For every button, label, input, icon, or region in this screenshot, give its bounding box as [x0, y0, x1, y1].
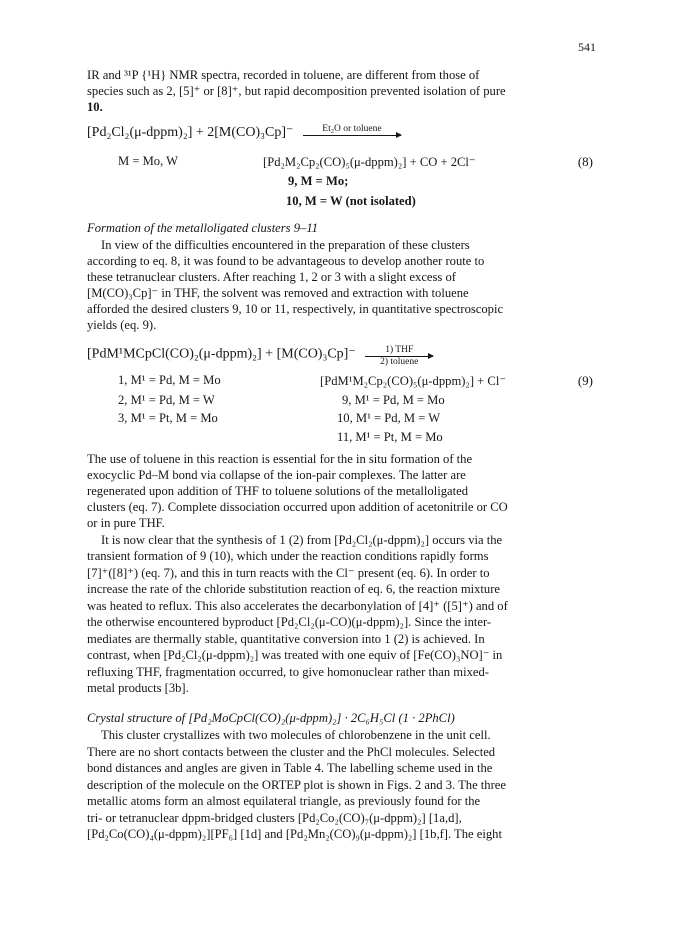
text-line: There are no short contacts between the cluster and the PhCl molecules. Selected: [87, 745, 496, 759]
text-line: clusters (eq. 7). Complete dissociation occurred upon addition of acetonitrile or CO: [87, 500, 508, 514]
text-line: or in pure THF.: [87, 516, 165, 530]
eq9-number: (9): [577, 373, 593, 388]
text-line: afforded the desired clusters 9, 10 or 11, respectively, in quantitative spectroscopic: [87, 302, 504, 316]
eq9-right-3: 11, M¹ = Pt, M = Mo: [337, 430, 443, 444]
text-line: species such as 2, [5]⁺ or [8]⁺, but rapid decomposition prevented isolation of pure: [87, 84, 506, 98]
text-line: yields (eq. 9).: [87, 318, 157, 332]
eq9-reactants: [PdM¹MCpCl(CO)₂(μ-dppm)₂] + [M(CO)₃Cp]⁻: [87, 346, 356, 362]
page-number: 541: [578, 40, 596, 54]
eq9-arrow-top: 1) THF: [385, 345, 414, 355]
eq9-left-1: 1, M¹ = Pd, M = Mo: [118, 373, 221, 387]
text-line: [7]⁺([8]⁺) (eq. 7), and this in turn reacts with the Cl⁻ present (eq. 6). In order to: [87, 566, 490, 580]
section-heading: Formation of the metalloligated clusters 9–11: [87, 221, 318, 235]
text-line: metallic atoms form an almost equilateral triangle, as previously found for the: [87, 794, 481, 808]
eq8-reactants: [Pd₂Cl₂(μ-dppm)₂] + 2[M(CO)₃Cp]⁻: [87, 125, 294, 140]
text-line: It is now clear that the synthesis of 1 (2) from [Pd₂Cl₂(μ-dppm)₂] occurs via the: [101, 533, 503, 547]
eq8-sub2: 10, M = W (not isolated): [286, 194, 416, 208]
text-line: regenerated upon addition of THF to toluene solutions of the metalloligated: [87, 484, 468, 498]
eq9-right-2: 10, M¹ = Pd, M = W: [337, 411, 441, 425]
text-line: refluxing THF, fragmentation occurred, to give homonuclear rather than mixed-: [87, 665, 489, 679]
section-heading: Crystal structure of [Pd₂MoCpCl(CO)₂(μ-dppm)₂] · 2C₆H₅Cl (1 · 2PhCl): [87, 711, 455, 725]
text-line: The use of toluene in this reaction is essential for the in situ formation of the: [87, 452, 473, 466]
text-line: increase the rate of the chloride substitution reaction of eq. 6, the reaction mixture: [87, 582, 500, 596]
eq8-condition: M = Mo, W: [118, 154, 179, 168]
eq9-left-2: 2, M¹ = Pd, M = W: [118, 393, 215, 407]
text-line: bond distances and angles are given in Table 4. The labelling scheme used in the: [87, 761, 493, 775]
text-line: according to eq. 8, it was found to be advantageous to develop another route to: [87, 254, 485, 268]
text-line: In view of the difficulties encountered in the preparation of these clusters: [101, 238, 470, 252]
text-line: these tetranuclear clusters. After reaching 1, 2 or 3 with a slight excess of: [87, 270, 456, 284]
eq8-products: [Pd₂M₂Cp₂(CO)₅(μ-dppm)₂] + CO + 2Cl⁻: [263, 155, 476, 169]
text-line: transient formation of 9 (10), which under the reaction conditions rapidly forms: [87, 549, 489, 563]
eq8-arrow-label: Et₂O or toluene: [322, 123, 382, 134]
eq9-left-3: 3, M¹ = Pt, M = Mo: [118, 411, 218, 425]
text-line: [M(CO)₃Cp]⁻ in THF, the solvent was removed and extraction with toluene: [87, 286, 469, 300]
text-line: the otherwise encountered byproduct [Pd₂Cl₂(μ-CO)(μ-dppm)₂]. Since the inter-: [87, 615, 492, 629]
text-line: This cluster crystallizes with two molecules of chlorobenzene in the unit cell.: [101, 728, 491, 742]
text-line: [Pd₂Co(CO)₄(μ-dppm)₂][PF₆] [1d] and [Pd₂Mn₂(CO)₉(μ-dppm)₂] [1b,f]. The eight: [87, 827, 502, 841]
text-line: metal products [3b].: [87, 681, 189, 695]
text-line: was heated to reflux. This also accelerates the decarbonylation of [4]⁺ ([5]⁺) and of: [87, 599, 508, 613]
reaction-arrow: [303, 124, 401, 136]
text-line: tri- or tetranuclear dppm-bridged clusters [Pd₂Co₂(CO)₇(μ-dppm)₂] [1a,d],: [87, 811, 462, 825]
text-line: description of the molecule on the ORTEP plot is shown in Figs. 2 and 3. The three: [87, 778, 506, 792]
text-line: IR and ³¹P {¹H} NMR spectra, recorded in toluene, are different from those of: [87, 68, 480, 82]
text-line: mediates are thermally stable, quantitative conversion into 1 (2) is achieved. In: [87, 632, 485, 646]
reaction-arrow: [365, 345, 433, 368]
eq8-sub1: 9, M = Mo;: [288, 174, 349, 188]
text-line: exocyclic Pd–M bond via collapse of the ion-pair complexes. The latter are: [87, 468, 466, 482]
eq9-right-1: 9, M¹ = Pd, M = Mo: [342, 393, 445, 407]
text-line: contrast, when [Pd₂Cl₂(μ-dppm)₂] was treated with one equiv of [Fe(CO)₃NO]⁻ in: [87, 648, 503, 662]
eq8-number: (8): [577, 154, 593, 169]
text-line: 10.: [87, 100, 103, 114]
eq9-products: [PdM¹M₂Cp₂(CO)₅(μ-dppm)₂] + Cl⁻: [320, 374, 506, 388]
eq9-arrow-bottom: 2) toluene: [380, 357, 419, 367]
